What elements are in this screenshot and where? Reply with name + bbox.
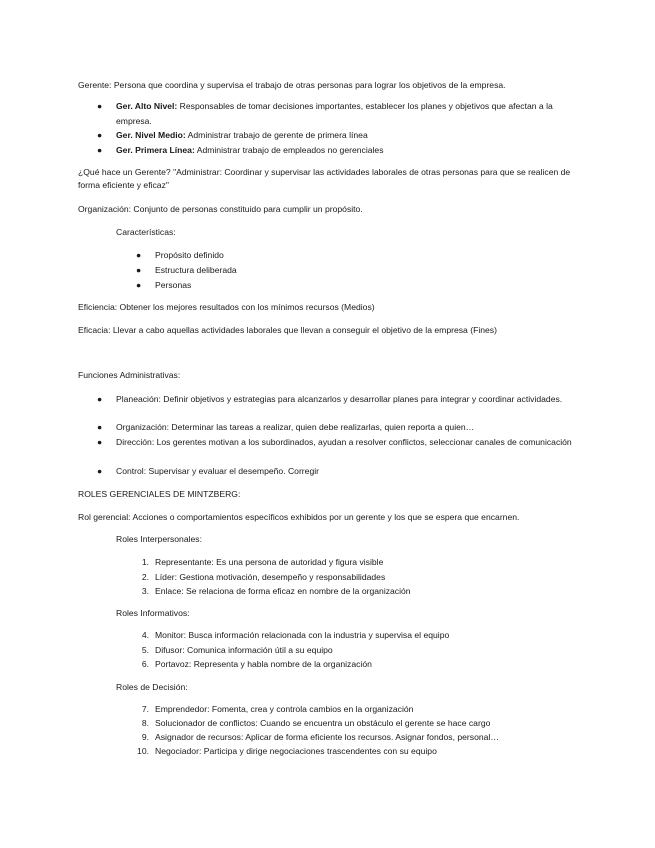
eficacia-definition: Eficacia: Llevar a cabo aquellas actividades laborales que llevan a conseguir el objetivo de la empresa (Fines) (78, 325, 497, 335)
roles-informativos-title: Roles Informativos: (116, 608, 190, 618)
bullet-icon: ● (97, 437, 103, 447)
caracteristicas-heading: Características: (116, 227, 176, 237)
list-item: 10. Negociador: Participa y dirige negociaciones trascendentes con su equipo (137, 746, 437, 756)
list-item: 3. Enlace: Se relaciona de forma eficaz en nombre de la organización (141, 586, 411, 596)
list-item: 1. Representante: Es una persona de autoridad y figura visible (141, 557, 384, 567)
list-item: ● Planeación: Definir objetivos y estrategias para alcanzarlos y desarrollar planes para integrar y coordinar actividades. (116, 392, 578, 407)
bullet-icon: ● (136, 250, 142, 260)
organizacion-definition: Organización: Conjunto de personas constituido para cumplir un propósito. (78, 204, 363, 214)
bullet-icon: ● (97, 422, 103, 432)
bullet-icon: ● (136, 280, 142, 290)
bullet-icon: ● (97, 101, 103, 111)
rol-gerencial-definition: Rol gerencial: Acciones o comportamientos específicos exhibidos por un gerente y los que se espera que encarnen. (78, 512, 520, 522)
list-item: 2. Líder: Gestiona motivación, desempeño y responsabilidades (141, 572, 386, 582)
bullet-icon: ● (97, 394, 103, 404)
roles-decision-title: Roles de Decisión: (116, 682, 188, 692)
list-item: ● Estructura deliberada (155, 263, 575, 278)
list-item: ● Personas (155, 278, 575, 293)
eficiencia-definition: Eficiencia: Obtener los mejores resultados con los mínimos recursos (Medios) (78, 302, 375, 312)
list-item: 5. Difusor: Comunica información útil a su equipo (141, 645, 333, 655)
funciones-heading: Funciones Administrativas: (78, 370, 181, 380)
list-item: ● Organización: Determinar las tareas a realizar, quien debe realizarlas, quien reporta a quien… (116, 420, 578, 435)
bullet-icon: ● (97, 130, 103, 140)
list-item: 7. Emprendedor: Fomenta, crea y controla cambios en la organización (141, 704, 414, 714)
list-item: ● Control: Supervisar y evaluar el desempeño. Corregir (116, 464, 578, 479)
list-item: 9. Asignador de recursos: Aplicar de forma eficiente los recursos. Asignar fondos, personal… (141, 732, 499, 742)
list-item: 6. Portavoz: Representa y habla nombre de la organización (141, 659, 372, 669)
roles-interpersonales-title: Roles Interpersonales: (116, 534, 202, 544)
bullet-icon: ● (136, 265, 142, 275)
list-item: ● Ger. Primera Línea: Administrar trabajo de empleados no gerenciales (116, 143, 578, 158)
list-item: 4. Monitor: Busca información relacionada con la industria y supervisa el equipo (141, 630, 450, 640)
list-item: 8. Solucionador de conflictos: Cuando se encuentra un obstáculo el gerente se hace cargo (141, 718, 491, 728)
gerente-question: ¿Qué hace un Gerente? "Administrar: Coordinar y supervisar las actividades laborales de otras personas para que se realicen de forma eficiente y eficaz" (78, 167, 571, 190)
bullet-icon: ● (97, 145, 103, 155)
list-item: ● Dirección: Los gerentes motivan a los subordinados, ayudan a resolver conflictos, seleccionar canales de comunicación (116, 435, 578, 450)
bullet-icon: ● (97, 466, 103, 476)
roles-heading: ROLES GERENCIALES DE MINTZBERG: (78, 489, 241, 499)
list-item: ● Propósito definido (155, 248, 575, 263)
gerente-definition: Gerente: Persona que coordina y supervisa el trabajo de otras personas para lograr los objetivos de la empresa. (78, 80, 506, 90)
list-item: ● Ger. Nivel Medio: Administrar trabajo de gerente de primera línea (116, 128, 578, 143)
list-item: ● Ger. Alto Nivel: Responsables de tomar decisiones importantes, establecer los planes y objetivos que afectan a la empresa. (97, 101, 553, 126)
